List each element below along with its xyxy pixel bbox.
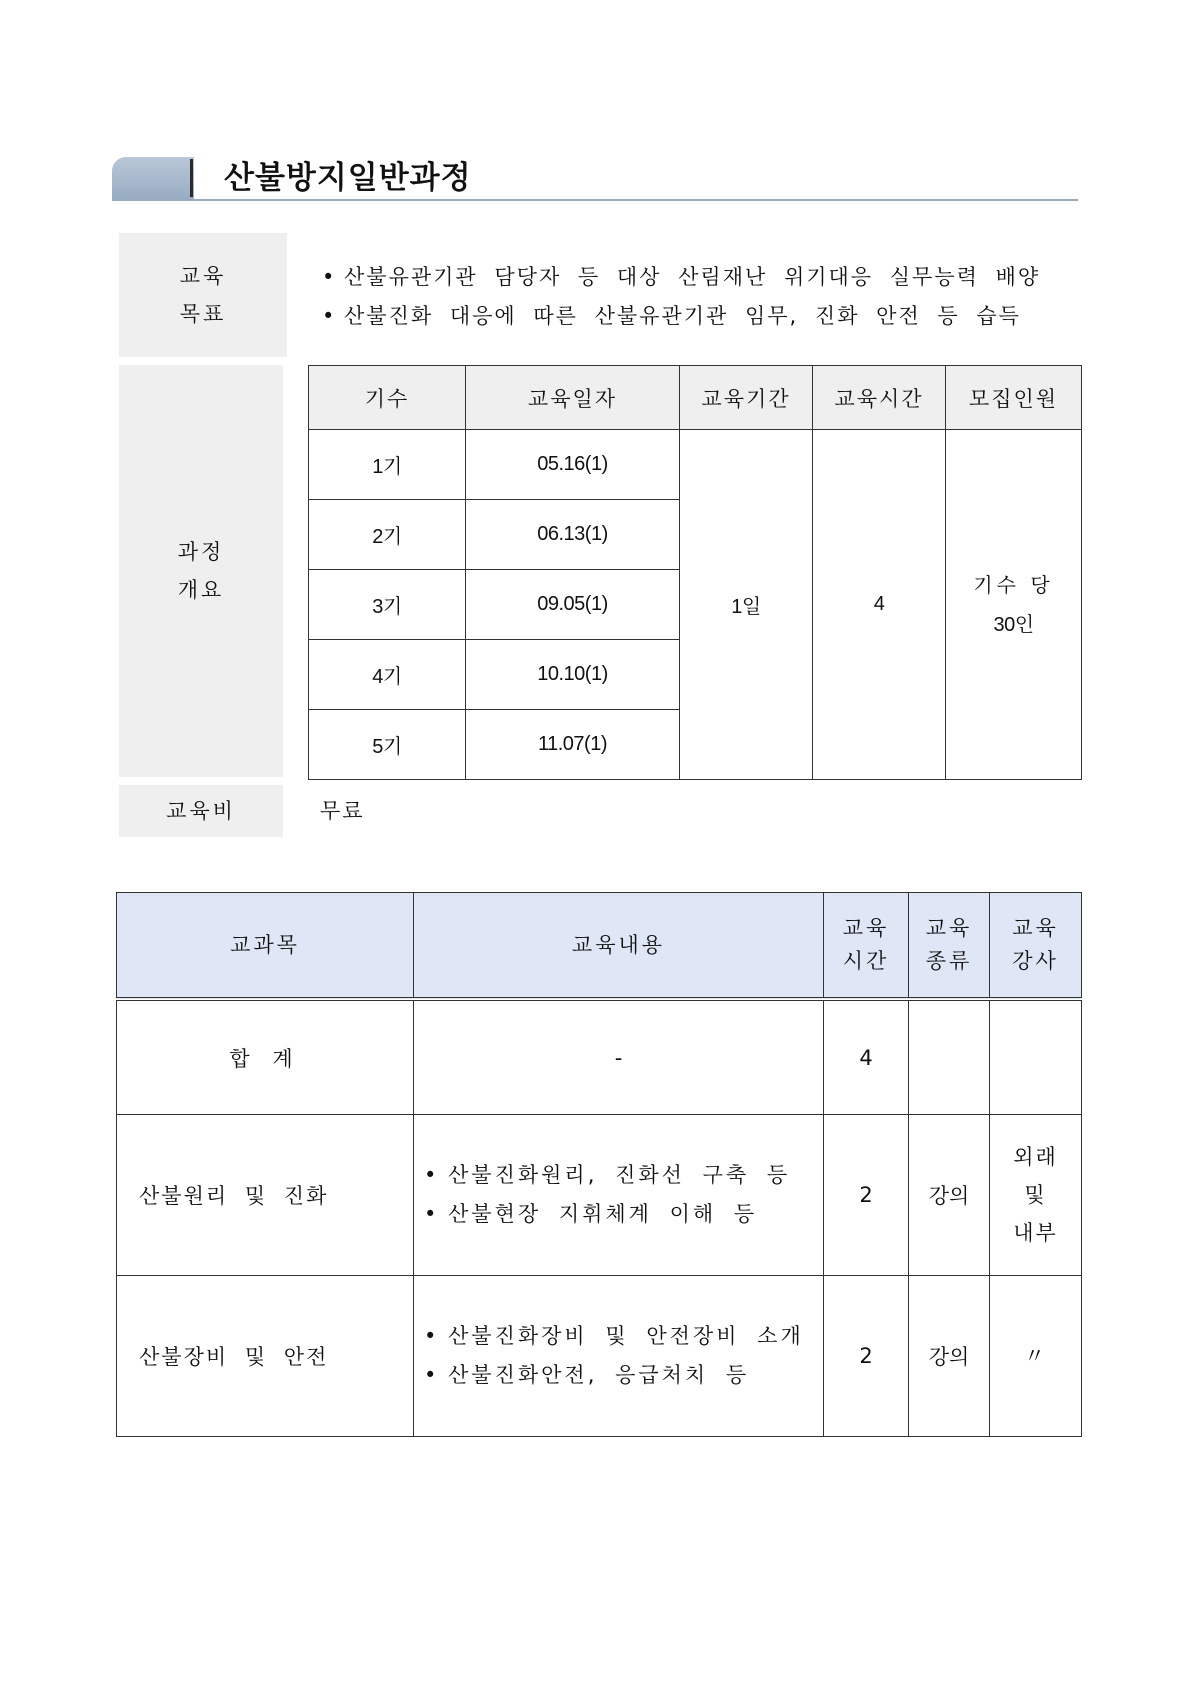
hours-cell: 2: [824, 1276, 909, 1437]
recruit-line-1: 기수 당: [973, 572, 1054, 597]
content-item: [424, 1317, 823, 1356]
header-content: 교육내용: [414, 893, 824, 1000]
date-cell: 11.07(1): [466, 710, 680, 780]
goal-item: [322, 258, 1057, 297]
header-type-line-1: 교육: [925, 916, 973, 940]
date-cell: 05.16(1): [466, 430, 680, 500]
total-row: [117, 999, 1082, 1115]
header-type-line-2: 종류: [925, 949, 973, 973]
lecturer-line-1: 외래: [1013, 1145, 1058, 1169]
recruit-line-2: 30인: [993, 613, 1034, 636]
term-cell: 1기: [309, 430, 466, 500]
total-type: [909, 999, 990, 1115]
hours-cell: 2: [824, 1115, 909, 1276]
bullet-icon: •: [424, 1163, 440, 1187]
bullet-icon: •: [322, 265, 337, 289]
header-date: 교육일자: [466, 366, 680, 430]
hours-cell: 4: [813, 430, 946, 780]
lecturer-cell: [990, 1115, 1082, 1276]
total-hours: 4: [824, 999, 909, 1115]
header-hours-line-2: 시간: [842, 949, 890, 973]
duration-cell: 1일: [680, 430, 813, 780]
total-lecturer: [990, 999, 1082, 1115]
content-text: 산불현장 지휘체계 이해 등: [448, 1202, 758, 1226]
header-type: [909, 893, 990, 1000]
lecturer-line-3: 내부: [1013, 1221, 1058, 1245]
subject-cell: 산불장비 및 안전: [117, 1276, 414, 1437]
total-subject: 합 계: [117, 999, 414, 1115]
date-cell: 10.10(1): [466, 640, 680, 710]
lecturer-line-2: 및: [1024, 1183, 1047, 1207]
goal-item: [322, 297, 1057, 336]
title-block: [112, 155, 1078, 201]
schedule-header-row: [309, 366, 1082, 430]
bullet-icon: •: [424, 1363, 440, 1387]
content-cell: [414, 1276, 824, 1437]
total-content: -: [414, 999, 824, 1115]
table-row: [117, 1276, 1082, 1437]
course-label-line-2: 개요: [177, 578, 225, 602]
lecturer-cell: 〃: [990, 1276, 1082, 1437]
page-title: 산불방지일반과정: [224, 160, 472, 196]
term-cell: 5기: [309, 710, 466, 780]
content-item: [424, 1195, 823, 1234]
content-text: 산불진화원리, 진화선 구축 등: [448, 1163, 791, 1187]
bullet-icon: •: [424, 1324, 440, 1348]
schedule-table: [308, 365, 1082, 780]
header-lecturer-line-1: 교육: [1012, 916, 1059, 940]
subject-cell: 산불원리 및 진화: [117, 1115, 414, 1276]
goal-label-line-2: 목표: [179, 302, 227, 326]
goal-text: 산불유관기관 담당자 등 대상 산림재난 위기대응 실무능력 배양: [344, 265, 1041, 289]
content-item: [424, 1356, 823, 1395]
header-lecturer-line-2: 강사: [1012, 949, 1059, 973]
header-hours: 교육시간: [813, 366, 946, 430]
title-underline: [112, 199, 1078, 201]
goal-list: [322, 258, 1057, 336]
course-overview-label: [119, 365, 283, 777]
header-hours: [824, 893, 909, 1000]
term-cell: 4기: [309, 640, 466, 710]
title-tab-decoration: [112, 157, 194, 199]
header-recruit: 모집인원: [946, 366, 1082, 430]
fee-label-text: 교육비: [166, 799, 236, 823]
table-row: [117, 1115, 1082, 1276]
course-label-line-1: 과정: [177, 540, 225, 564]
bullet-icon: •: [322, 304, 337, 328]
table-row: [309, 430, 1082, 500]
fee-value: 무료: [320, 799, 365, 823]
goal-text: 산불진화 대응에 따른 산불유관기관 임무, 진화 안전 등 습득: [344, 304, 1021, 328]
title-tab-edge: [190, 159, 193, 197]
curriculum-header-row: [117, 893, 1082, 1000]
date-cell: 06.13(1): [466, 500, 680, 570]
header-hours-line-1: 교육: [842, 916, 890, 940]
goal-label: [119, 233, 287, 357]
curriculum-table: [116, 892, 1082, 1437]
header-duration: 교육기간: [680, 366, 813, 430]
term-cell: 3기: [309, 570, 466, 640]
bullet-icon: •: [424, 1202, 440, 1226]
date-cell: 09.05(1): [466, 570, 680, 640]
header-term: 기수: [309, 366, 466, 430]
goal-label-line-1: 교육: [179, 264, 227, 288]
recruit-cell: [946, 430, 1082, 780]
content-text: 산불진화안전, 응급처치 등: [448, 1363, 750, 1387]
content-item: [424, 1156, 823, 1195]
fee-label: [119, 785, 283, 837]
header-subject: 교과목: [117, 893, 414, 1000]
term-cell: 2기: [309, 500, 466, 570]
type-cell: 강의: [909, 1115, 990, 1276]
type-cell: 강의: [909, 1276, 990, 1437]
header-lecturer: [990, 893, 1082, 1000]
content-text: 산불진화장비 및 안전장비 소개: [448, 1324, 804, 1348]
content-cell: [414, 1115, 824, 1276]
